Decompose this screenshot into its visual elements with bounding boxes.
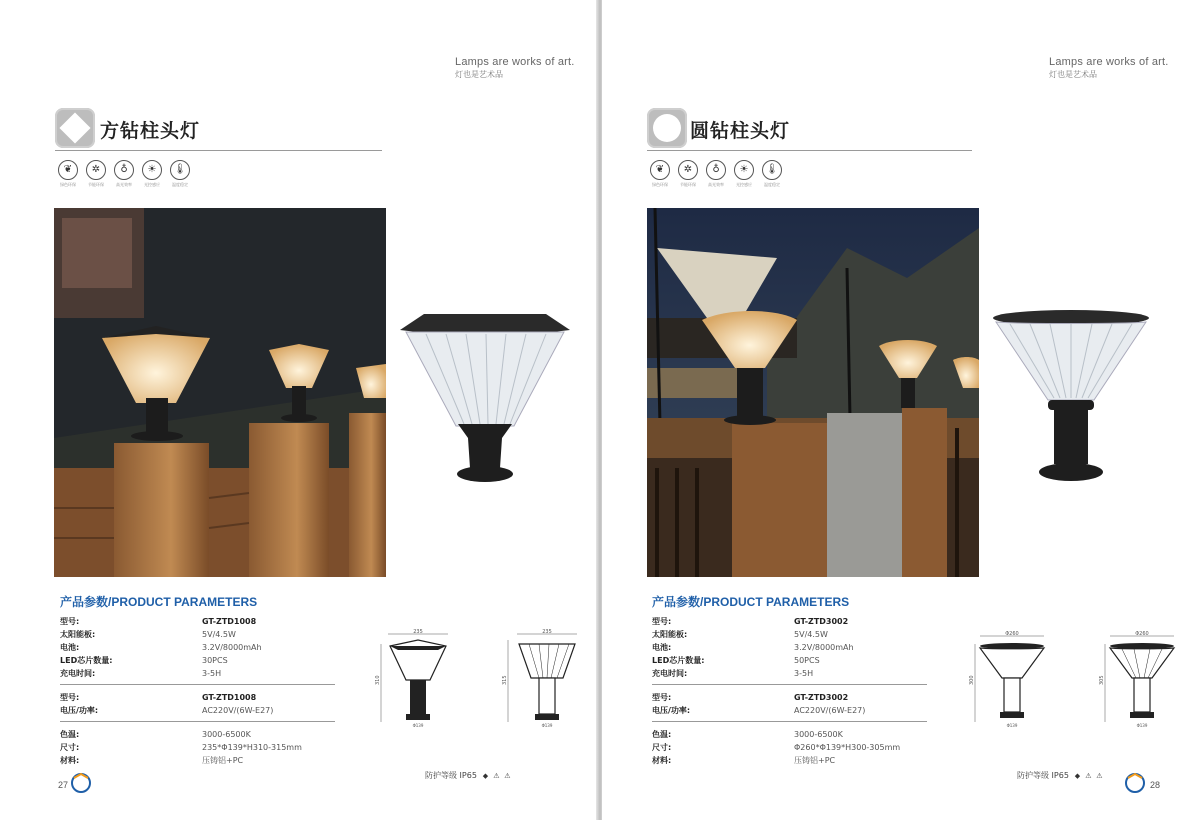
slogan <box>1049 56 1169 80</box>
product-scene-photo <box>54 208 386 577</box>
dimension-drawing-side <box>1099 630 1187 730</box>
page-number: 27 <box>58 780 69 790</box>
svg-text:Φ139: Φ139 <box>1136 723 1148 728</box>
dimension-drawing-front <box>969 630 1057 730</box>
warning-triangle-icon: ⚠ <box>1096 771 1103 780</box>
right-page <box>602 0 1200 820</box>
round-lamp-product-image <box>990 306 1152 488</box>
ip-rating <box>1017 770 1104 781</box>
dim-height-label: 310 <box>375 675 381 685</box>
diamond-icon: ◆ <box>1074 771 1081 780</box>
warning-triangle-icon: ⚠ <box>504 771 511 780</box>
svg-text:235: 235 <box>542 629 552 635</box>
svg-text:305: 305 <box>1099 675 1105 685</box>
thermometer-icon: 🌡 温度稳定 <box>761 160 783 188</box>
brand-logo <box>1124 772 1146 794</box>
divider <box>60 684 335 685</box>
lightbulb-icon: ♁ 高光效率 <box>705 160 727 188</box>
param-row: 型号: GT-ZTD3002 <box>652 617 849 626</box>
param-row: 电压/功率: AC220V/(6W-E27) <box>60 706 274 715</box>
param-row: 电池: 3.2V/8000mAh <box>652 643 854 652</box>
svg-text:Φ139: Φ139 <box>541 723 553 728</box>
param-row: 型号: GT-ZTD1008 <box>60 617 257 626</box>
svg-text:Φ260: Φ260 <box>1005 631 1019 637</box>
sun-icon: ☀ 光控感应 <box>141 160 163 188</box>
ip-rating <box>425 770 512 781</box>
warning-triangle-icon: ⚠ <box>1085 771 1092 780</box>
dimension-drawing-front <box>375 629 463 730</box>
page-title: 方钻柱头灯 <box>100 120 201 142</box>
svg-text:Φ139: Φ139 <box>1006 723 1018 728</box>
params-heading: 产品参数/PRODUCT PARAMETERS <box>60 595 258 609</box>
param-row: 材料: 压铸铝+PC <box>60 756 244 765</box>
feature-icons <box>57 160 191 188</box>
param-row: 尺寸: 235*Φ139*H310-315mm <box>60 743 302 752</box>
slogan-english: Lamps are works of art. <box>455 56 575 68</box>
lightbulb-icon: ♁ 高光效率 <box>113 160 135 188</box>
params-table <box>652 615 927 767</box>
dimension-drawing-side <box>502 629 590 730</box>
svg-text:300: 300 <box>969 675 975 685</box>
leaf-icon: ❦ 绿色环保 <box>649 160 671 188</box>
warning-icons <box>481 772 512 780</box>
round-circle-icon <box>647 108 687 148</box>
fan-icon: ✲ 节能环保 <box>85 160 107 188</box>
param-row: 型号: GT-ZTD1008 <box>60 693 257 702</box>
square-diamond-icon <box>55 108 95 148</box>
param-row: 充电时间: 3-5H <box>652 669 814 678</box>
slogan-english: Lamps are works of art. <box>1049 56 1169 68</box>
params-heading: 产品参数/PRODUCT PARAMETERS <box>652 595 850 609</box>
dim-base-label: Φ139 <box>412 723 424 728</box>
divider <box>60 721 335 722</box>
param-row: LED芯片数量: 50PCS <box>652 656 820 665</box>
warning-icons <box>1073 772 1104 780</box>
svg-text:Φ260: Φ260 <box>1135 631 1149 637</box>
warning-triangle-icon: ⚠ <box>493 771 500 780</box>
divider <box>652 721 927 722</box>
param-row: LED芯片数量: 30PCS <box>60 656 228 665</box>
slogan-chinese: 灯也是艺术品 <box>455 70 503 79</box>
brand-logo <box>70 772 92 794</box>
dim-width-label: 235 <box>413 629 423 635</box>
param-row: 色温: 3000-6500K <box>60 730 251 739</box>
page-title: 圆钻柱头灯 <box>690 120 791 142</box>
slogan <box>455 56 575 80</box>
square-lamp-product-image <box>396 308 576 488</box>
fan-icon: ✲ 节能环保 <box>677 160 699 188</box>
title-divider <box>647 150 972 151</box>
divider <box>652 684 927 685</box>
params-table <box>60 615 335 767</box>
param-row: 充电时间: 3-5H <box>60 669 222 678</box>
ip-rating-label: 防护等级 IP65 <box>1017 771 1069 780</box>
leaf-icon: ❦ 绿色环保 <box>57 160 79 188</box>
param-row: 电池: 3.2V/8000mAh <box>60 643 262 652</box>
page-number: 28 <box>1150 780 1161 790</box>
slogan-chinese: 灯也是艺术品 <box>1049 70 1097 79</box>
product-scene-photo <box>647 208 979 577</box>
sun-icon: ☀ 光控感应 <box>733 160 755 188</box>
diamond-icon: ◆ <box>482 771 489 780</box>
param-row: 电压/功率: AC220V/(6W-E27) <box>652 706 866 715</box>
feature-icons <box>649 160 783 188</box>
param-row: 尺寸: Φ260*Φ139*H300-305mm <box>652 743 901 752</box>
param-row: 太阳能板: 5V/4.5W <box>652 630 828 639</box>
param-row: 型号: GT-ZTD3002 <box>652 693 849 702</box>
left-page <box>0 0 598 820</box>
title-divider <box>55 150 382 151</box>
param-row: 太阳能板: 5V/4.5W <box>60 630 236 639</box>
param-row: 色温: 3000-6500K <box>652 730 843 739</box>
svg-text:315: 315 <box>502 675 508 685</box>
param-row: 材料: 压铸铝+PC <box>652 756 836 765</box>
ip-rating-label: 防护等级 IP65 <box>425 771 477 780</box>
thermometer-icon: 🌡 温度稳定 <box>169 160 191 188</box>
